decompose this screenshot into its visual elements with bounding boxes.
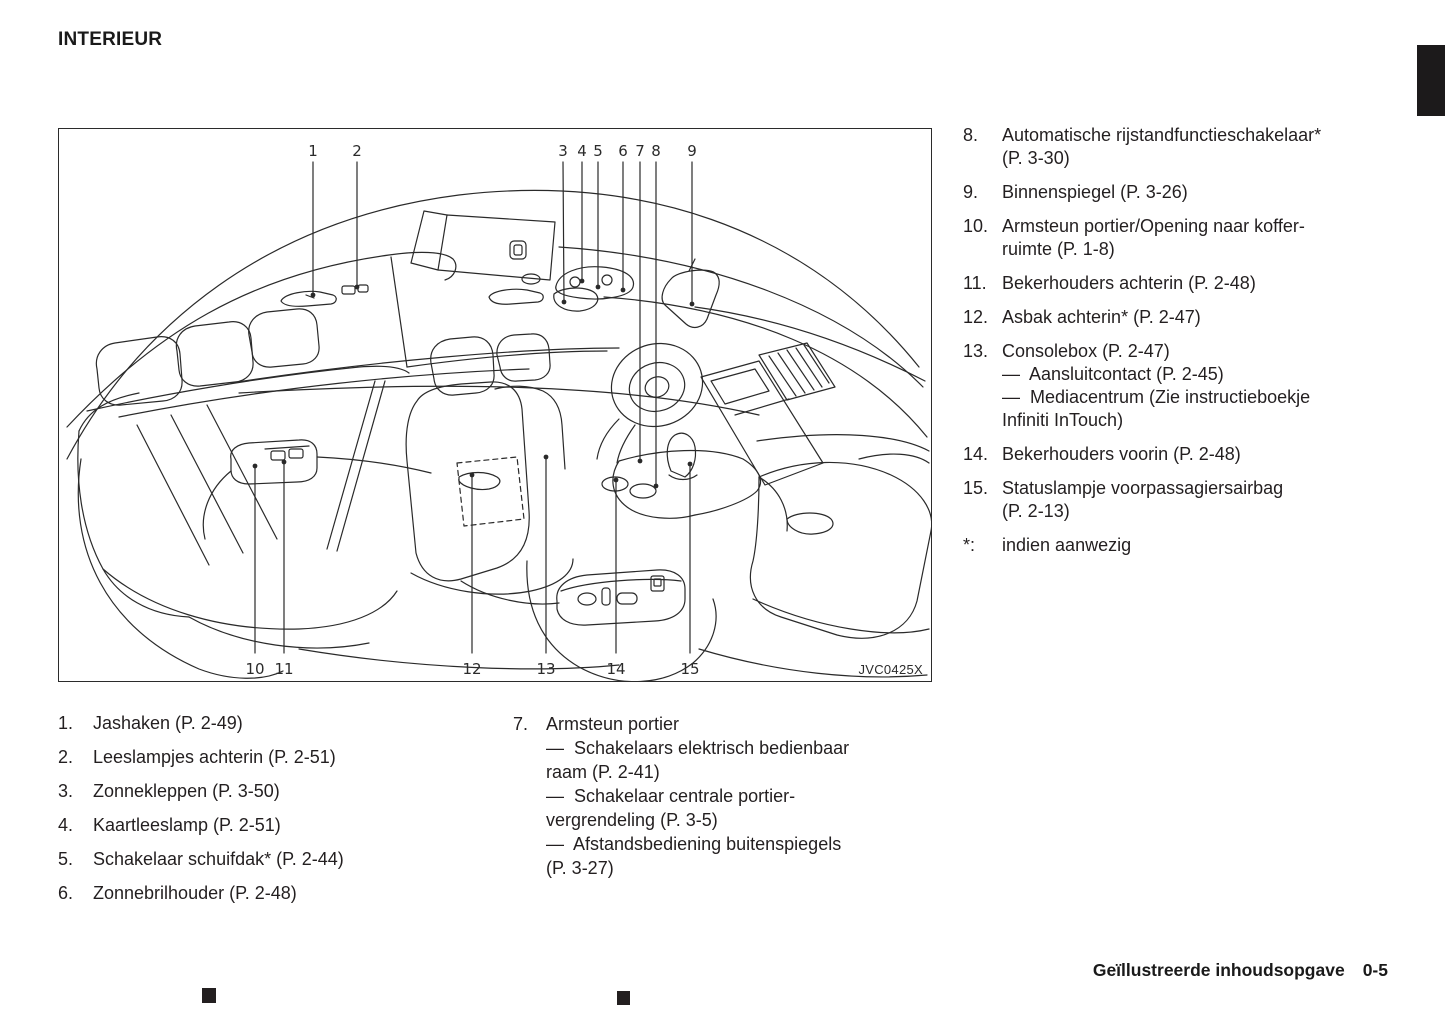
print-registration-mark <box>617 991 630 1005</box>
legend-item-text: (P. 2-13) <box>1002 501 1070 521</box>
legend-item-text: — Schakelaar centrale portier- <box>546 786 796 806</box>
legend-item-text: (P. 3-30) <box>1002 148 1070 168</box>
legend-item-number: 13. <box>963 341 989 361</box>
legend-item-text: Automatische rijstandfunctieschakelaar* <box>1002 125 1322 145</box>
legend-item-14 <box>963 443 1395 466</box>
legend-item-number: 12. <box>963 307 989 327</box>
legend-item-1 <box>58 712 498 735</box>
legend-item-text: Asbak achterin* (P. 2-47) <box>1002 307 1201 327</box>
print-registration-mark <box>202 988 216 1003</box>
legend-item-6 <box>58 882 498 905</box>
figure-code: JVC0425X <box>858 662 923 677</box>
legend-item-number: 9. <box>963 182 979 202</box>
legend-item-9 <box>963 181 1395 204</box>
legend-item-4 <box>58 814 498 837</box>
page-title: INTERIEUR <box>58 29 163 50</box>
legend-item-number: 6. <box>58 883 74 903</box>
legend-item-text: Armsteun portier <box>546 714 680 734</box>
legend-item-text: Schakelaar schuifdak* (P. 2-44) <box>93 849 344 869</box>
legend-item-text: Infiniti InTouch) <box>1002 410 1124 430</box>
legend-item-text: Zonnekleppen (P. 3-50) <box>93 781 280 801</box>
legend-item-number: 15. <box>963 478 989 498</box>
car-interior-line-art <box>59 129 931 681</box>
coat-hook <box>281 291 336 306</box>
legend-item-number: 1. <box>58 713 74 733</box>
door-panel <box>750 462 931 638</box>
legend-item-number: 11. <box>963 273 987 293</box>
callout-2: 2 <box>352 142 362 160</box>
callout-13: 13 <box>536 660 556 678</box>
legend-item-text: — Afstandsbediening buitenspiegels <box>546 834 842 854</box>
callout-9: 9 <box>687 142 697 160</box>
legend-item-text: — Schakelaars elektrisch bedienbaar <box>546 738 850 758</box>
legend-item-number: 8. <box>963 125 979 145</box>
legend-item-8 <box>963 124 1395 170</box>
callout-7: 7 <box>635 142 645 160</box>
legend-item-text: Kaartleeslamp (P. 2-51) <box>93 815 281 835</box>
legend-item-3 <box>58 780 498 803</box>
legend-item-text: (P. 3-27) <box>546 858 614 878</box>
seat-control-panel <box>557 570 685 625</box>
legend-item-text: Bekerhouders achterin (P. 2-48) <box>1002 273 1256 293</box>
page-footer <box>1093 960 1388 981</box>
legend-item-text: Jashaken (P. 2-49) <box>93 713 243 733</box>
callout-4: 4 <box>577 142 587 160</box>
legend-item-number: 3. <box>58 781 74 801</box>
legend-item-2 <box>58 746 498 769</box>
legend-item-text: Consolebox (P. 2-47) <box>1002 341 1170 361</box>
legend-item-text: raam (P. 2-41) <box>546 762 660 782</box>
steering-wheel <box>597 332 713 463</box>
callout-1: 1 <box>308 142 318 160</box>
callout-8: 8 <box>651 142 661 160</box>
callout-3: 3 <box>558 142 568 160</box>
callout-12: 12 <box>462 660 482 678</box>
callout-11: 11 <box>274 660 294 678</box>
legend-item-text: indien aanwezig <box>1002 535 1132 555</box>
callout-10: 10 <box>245 660 265 678</box>
legend-item-number: 10. <box>963 216 989 236</box>
legend-item-12 <box>963 306 1395 329</box>
rear-seat <box>78 309 409 678</box>
legend-item-number: 7. <box>513 714 529 734</box>
legend-item-text: Bekerhouders voorin (P. 2-48) <box>1002 444 1241 464</box>
legend-item-7 <box>513 712 943 880</box>
legend-item-text: Armsteun portier/Opening naar koffer- <box>1002 216 1305 236</box>
body-outline <box>67 190 929 459</box>
legend-item-text: — Aansluitcontact (P. 2-45) <box>1002 364 1224 384</box>
legend-item-text: ruimte (P. 1-8) <box>1002 239 1115 259</box>
legend-item-text: — Mediacentrum (Zie instructieboekje <box>1002 387 1311 407</box>
legend-item-text: Zonnebrilhouder (P. 2-48) <box>93 883 297 903</box>
legend-item-number: 5. <box>58 849 74 869</box>
legend-item-15 <box>963 477 1395 523</box>
legend-item-5 <box>58 848 498 871</box>
legend-left-column <box>58 712 498 916</box>
legend-item-text: vergrendeling (P. 3-5) <box>546 810 718 830</box>
footer-section-label: Geïllustreerde inhoudsopgave <box>1092 960 1345 980</box>
legend-item-11 <box>963 272 1395 295</box>
legend-right-column <box>963 124 1395 568</box>
interior-diagram-figure <box>58 128 932 682</box>
legend-middle-column <box>513 712 943 891</box>
legend-item-number: 4. <box>58 815 74 835</box>
figure-callout-leaders <box>253 162 695 653</box>
callout-14: 14 <box>606 660 626 678</box>
legend-item-number: *: <box>963 535 976 555</box>
legend-item-text: Leeslampjes achterin (P. 2-51) <box>93 747 336 767</box>
legend-item-text: Binnenspiegel (P. 3-26) <box>1002 182 1188 202</box>
legend-item-13 <box>963 340 1395 432</box>
section-tab-marker <box>1417 45 1445 116</box>
overhead-console <box>522 267 633 299</box>
dashboard <box>695 307 929 485</box>
callout-6: 6 <box>618 142 628 160</box>
rear-armrest <box>203 440 431 539</box>
sunroof-shade <box>411 211 555 280</box>
legend-item-10 <box>963 215 1395 261</box>
legend-item-number: 14. <box>963 444 989 464</box>
legend-note-asterisk <box>963 534 1395 557</box>
callout-15: 15 <box>680 660 700 678</box>
footer-page-number: 0-5 <box>1362 960 1388 980</box>
legend-item-number: 2. <box>58 747 74 767</box>
center-console <box>459 433 761 518</box>
callout-5: 5 <box>593 142 603 160</box>
sun-visor <box>489 288 598 311</box>
rear-view-mirror <box>662 259 719 327</box>
legend-item-text: Statuslampje voorpassagiersairbag <box>1002 478 1284 498</box>
front-passenger-seat <box>406 337 716 681</box>
